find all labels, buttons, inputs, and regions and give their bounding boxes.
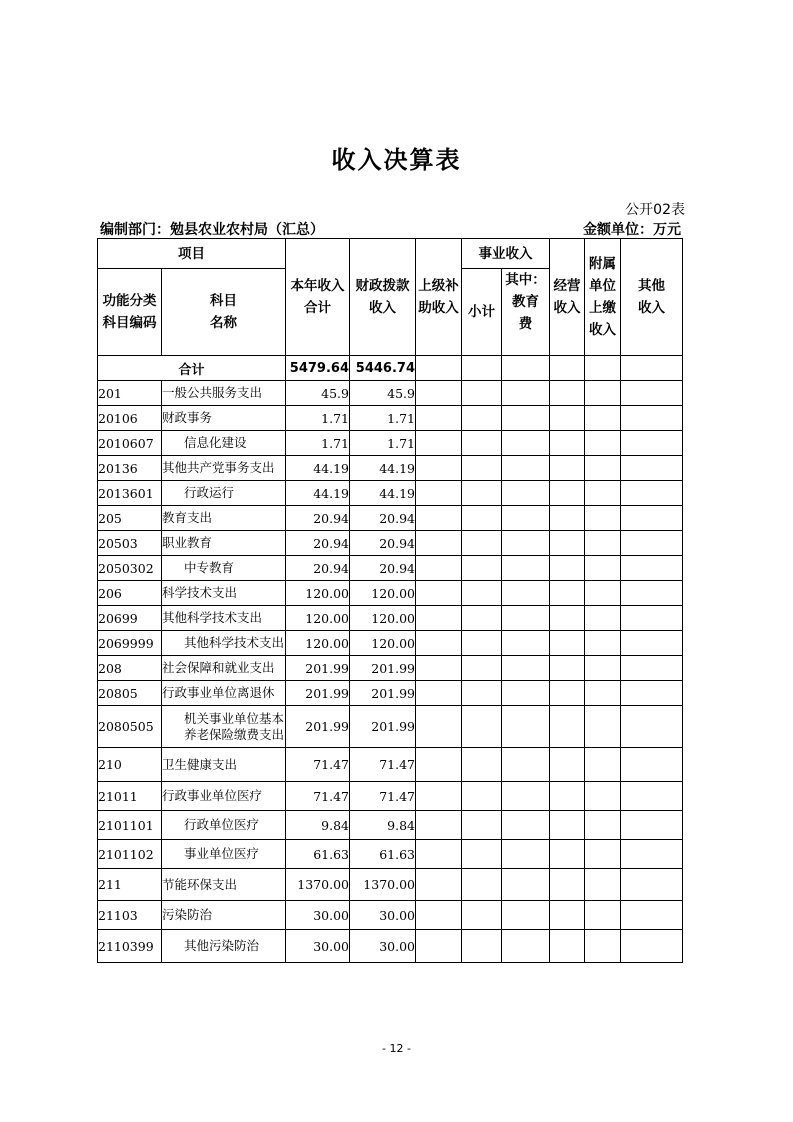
row-name: 科学技术支出 [162,581,286,606]
row-name: 行政运行 [162,481,286,506]
row-total: 120.00 [286,631,350,656]
row-total: 45.9 [286,381,350,406]
empty-cell [621,606,683,631]
empty-cell [621,506,683,531]
row-name: 社会保障和就业支出 [162,656,286,681]
row-name: 其他科学技术支出 [162,631,286,656]
empty-cell [416,930,462,963]
empty-cell [585,481,621,506]
empty-cell [585,581,621,606]
empty-cell [621,840,683,869]
row-name: 财政事务 [162,406,286,431]
empty-cell [621,556,683,581]
row-code: 201 [98,381,162,406]
header-total: 本年收入 合计 [286,239,350,356]
empty-cell [502,706,550,748]
empty-cell [621,431,683,456]
empty-cell [416,631,462,656]
row-code: 2101101 [98,811,162,840]
row-fiscal: 45.9 [350,381,416,406]
header-item: 项目 [98,239,286,269]
empty-cell [462,456,502,481]
empty-cell [585,556,621,581]
empty-cell [502,481,550,506]
empty-cell [502,606,550,631]
department-label: 编制部门：勉县农业农村局（汇总） [100,222,324,238]
empty-cell [621,681,683,706]
row-name: 事业单位医疗 [162,840,286,869]
empty-cell [462,581,502,606]
row-fiscal: 1.71 [350,406,416,431]
table-row [98,811,683,840]
empty-cell [502,782,550,811]
row-code: 2080505 [98,706,162,748]
header-business: 事业收入 [462,239,550,269]
table-row [98,406,683,431]
header-other: 其他 收入 [621,239,683,356]
empty-cell [416,381,462,406]
table-row [98,456,683,481]
table-row [98,748,683,782]
empty-cell [585,706,621,748]
empty-cell [550,581,585,606]
empty-cell [585,506,621,531]
empty-cell [462,869,502,901]
empty-cell [502,840,550,869]
empty-cell [462,811,502,840]
empty-cell [502,748,550,782]
empty-cell [585,531,621,556]
row-total: 201.99 [286,706,350,748]
table-row [98,506,683,531]
empty-cell [585,431,621,456]
empty-cell [550,531,585,556]
row-name: 行政事业单位医疗 [162,782,286,811]
empty-cell [502,581,550,606]
row-name: 污染防治 [162,901,286,930]
row-total: 9.84 [286,811,350,840]
row-total: 71.47 [286,782,350,811]
row-code: 2069999 [98,631,162,656]
empty-cell [416,840,462,869]
row-code: 210 [98,748,162,782]
empty-cell [585,930,621,963]
row-total: 61.63 [286,840,350,869]
row-fiscal: 71.47 [350,748,416,782]
row-fiscal: 20.94 [350,506,416,531]
row-total: 201.99 [286,656,350,681]
empty-cell [585,606,621,631]
row-code: 20805 [98,681,162,706]
row-code: 2101102 [98,840,162,869]
row-fiscal: 201.99 [350,656,416,681]
empty-cell [416,431,462,456]
empty-cell [621,581,683,606]
revenue-table [97,238,683,963]
row-name: 行政单位医疗 [162,811,286,840]
empty-cell [462,556,502,581]
table-row [98,631,683,656]
empty-cell [621,869,683,901]
empty-cell [550,748,585,782]
empty-cell [416,681,462,706]
empty-cell [585,811,621,840]
header-fiscal: 财政拨款 收入 [350,239,416,356]
empty-cell [416,481,462,506]
empty-cell [621,782,683,811]
empty-cell [502,811,550,840]
header-affiliate: 附属 单位 上缴 收入 [585,239,621,356]
row-total: 1370.00 [286,869,350,901]
table-row [98,431,683,456]
empty-cell [585,901,621,930]
empty-cell [462,531,502,556]
row-name: 一般公共服务支出 [162,381,286,406]
row-code: 206 [98,581,162,606]
empty-cell [462,681,502,706]
row-code: 20106 [98,406,162,431]
row-total: 71.47 [286,748,350,782]
empty-cell [502,901,550,930]
empty-cell [550,901,585,930]
empty-cell [585,681,621,706]
row-name: 其他共产党事务支出 [162,456,286,481]
row-total: 20.94 [286,531,350,556]
empty-cell [502,531,550,556]
empty-cell [416,581,462,606]
empty-cell [502,869,550,901]
empty-cell [621,656,683,681]
row-fiscal: 1.71 [350,431,416,456]
empty-cell [462,381,502,406]
row-total: 44.19 [286,456,350,481]
row-total: 20.94 [286,506,350,531]
empty-cell [416,748,462,782]
row-code: 20503 [98,531,162,556]
empty-cell [550,431,585,456]
empty-cell [621,456,683,481]
table-row [98,706,683,748]
row-fiscal: 9.84 [350,811,416,840]
table-row [98,481,683,506]
form-number: 公开02表 [625,202,685,218]
row-fiscal: 30.00 [350,901,416,930]
empty-cell [462,631,502,656]
empty-cell [585,381,621,406]
table-row [98,381,683,406]
empty-cell [550,406,585,431]
row-fiscal: 44.19 [350,481,416,506]
header-operating: 经营 收入 [550,239,585,356]
empty-cell [621,930,683,963]
total-income: 5479.64 [286,356,350,381]
row-fiscal: 120.00 [350,606,416,631]
row-code: 2110399 [98,930,162,963]
empty-cell [416,406,462,431]
row-code: 20136 [98,456,162,481]
empty-cell [462,406,502,431]
empty-cell [416,811,462,840]
table-row [98,531,683,556]
row-fiscal: 61.63 [350,840,416,869]
header-name: 科目 名称 [162,269,286,356]
header-superior: 上级补 助收入 [416,239,462,356]
empty-cell [462,930,502,963]
empty-cell [621,481,683,506]
table-row [98,901,683,930]
empty-cell [462,748,502,782]
row-fiscal: 30.00 [350,930,416,963]
row-total: 44.19 [286,481,350,506]
empty-cell [416,901,462,930]
empty-cell [585,782,621,811]
empty-cell [621,901,683,930]
row-name: 其他污染防治 [162,930,286,963]
empty-cell [585,840,621,869]
empty-cell [621,811,683,840]
empty-cell [550,840,585,869]
empty-cell [550,506,585,531]
row-total: 120.00 [286,581,350,606]
empty-cell [462,782,502,811]
row-name: 信息化建设 [162,431,286,456]
empty-cell [502,930,550,963]
row-code: 2050302 [98,556,162,581]
empty-cell [585,869,621,901]
row-total: 30.00 [286,930,350,963]
row-name: 中专教育 [162,556,286,581]
row-fiscal: 201.99 [350,681,416,706]
row-name: 行政事业单位离退休 [162,681,286,706]
empty-cell [416,456,462,481]
empty-cell [416,556,462,581]
empty-cell [550,381,585,406]
empty-cell [502,656,550,681]
empty-cell [462,656,502,681]
empty-cell [502,631,550,656]
header-edu: 其中： 教育 费 [502,269,550,356]
row-name: 机关事业单位基本养老保险缴费支出 [162,706,286,748]
empty-cell [585,656,621,681]
empty-cell [621,531,683,556]
table-row [98,930,683,963]
empty-cell [502,381,550,406]
empty-cell [621,381,683,406]
empty-cell [550,782,585,811]
empty-cell [621,748,683,782]
empty-cell [462,506,502,531]
row-name: 教育支出 [162,506,286,531]
empty-cell [585,406,621,431]
table-row [98,656,683,681]
row-total: 120.00 [286,606,350,631]
empty-cell [550,656,585,681]
empty-cell [416,531,462,556]
table-row [98,869,683,901]
empty-cell [416,869,462,901]
empty-cell [585,631,621,656]
row-total: 30.00 [286,901,350,930]
empty-cell [416,656,462,681]
empty-cell [550,706,585,748]
empty-cell [585,456,621,481]
row-fiscal: 44.19 [350,456,416,481]
row-fiscal: 1370.00 [350,869,416,901]
empty-cell [462,901,502,930]
empty-cell [550,681,585,706]
header-subtotal: 小计 [462,269,502,356]
empty-cell [550,556,585,581]
total-row [98,356,683,381]
empty-cell [462,431,502,456]
row-total: 1.71 [286,406,350,431]
row-code: 20699 [98,606,162,631]
empty-cell [621,406,683,431]
empty-cell [550,811,585,840]
row-code: 21103 [98,901,162,930]
empty-cell [502,406,550,431]
row-fiscal: 20.94 [350,531,416,556]
empty-cell [550,481,585,506]
row-code: 208 [98,656,162,681]
header-code: 功能分类 科目编码 [98,269,162,356]
row-fiscal: 71.47 [350,782,416,811]
row-code: 211 [98,869,162,901]
row-name: 卫生健康支出 [162,748,286,782]
row-total: 201.99 [286,681,350,706]
empty-cell [462,840,502,869]
row-code: 205 [98,506,162,531]
row-total: 1.71 [286,431,350,456]
table-row [98,581,683,606]
empty-cell [502,456,550,481]
row-code: 21011 [98,782,162,811]
empty-cell [416,706,462,748]
empty-cell [416,782,462,811]
row-name: 其他科学技术支出 [162,606,286,631]
empty-cell [550,631,585,656]
row-name: 节能环保支出 [162,869,286,901]
unit-label: 金额单位：万元 [583,222,681,238]
table-row [98,606,683,631]
page-number: - 12 - [382,1042,411,1055]
empty-cell [550,930,585,963]
total-label: 合计 [98,356,286,381]
empty-cell [585,748,621,782]
row-total: 20.94 [286,556,350,581]
row-fiscal: 201.99 [350,706,416,748]
empty-cell [462,606,502,631]
empty-cell [502,506,550,531]
empty-cell [502,431,550,456]
row-code: 2013601 [98,481,162,506]
row-fiscal: 120.00 [350,631,416,656]
table-row [98,556,683,581]
total-fiscal: 5446.74 [350,356,416,381]
empty-cell [621,631,683,656]
table-row [98,681,683,706]
empty-cell [621,706,683,748]
table-row [98,840,683,869]
empty-cell [550,606,585,631]
empty-cell [462,706,502,748]
row-fiscal: 120.00 [350,581,416,606]
empty-cell [502,681,550,706]
row-fiscal: 20.94 [350,556,416,581]
empty-cell [550,869,585,901]
empty-cell [416,606,462,631]
empty-cell [462,481,502,506]
table-row [98,782,683,811]
row-name: 职业教育 [162,531,286,556]
empty-cell [416,506,462,531]
page-title: 收入决算表 [331,146,462,174]
empty-cell [502,556,550,581]
row-code: 2010607 [98,431,162,456]
empty-cell [550,456,585,481]
